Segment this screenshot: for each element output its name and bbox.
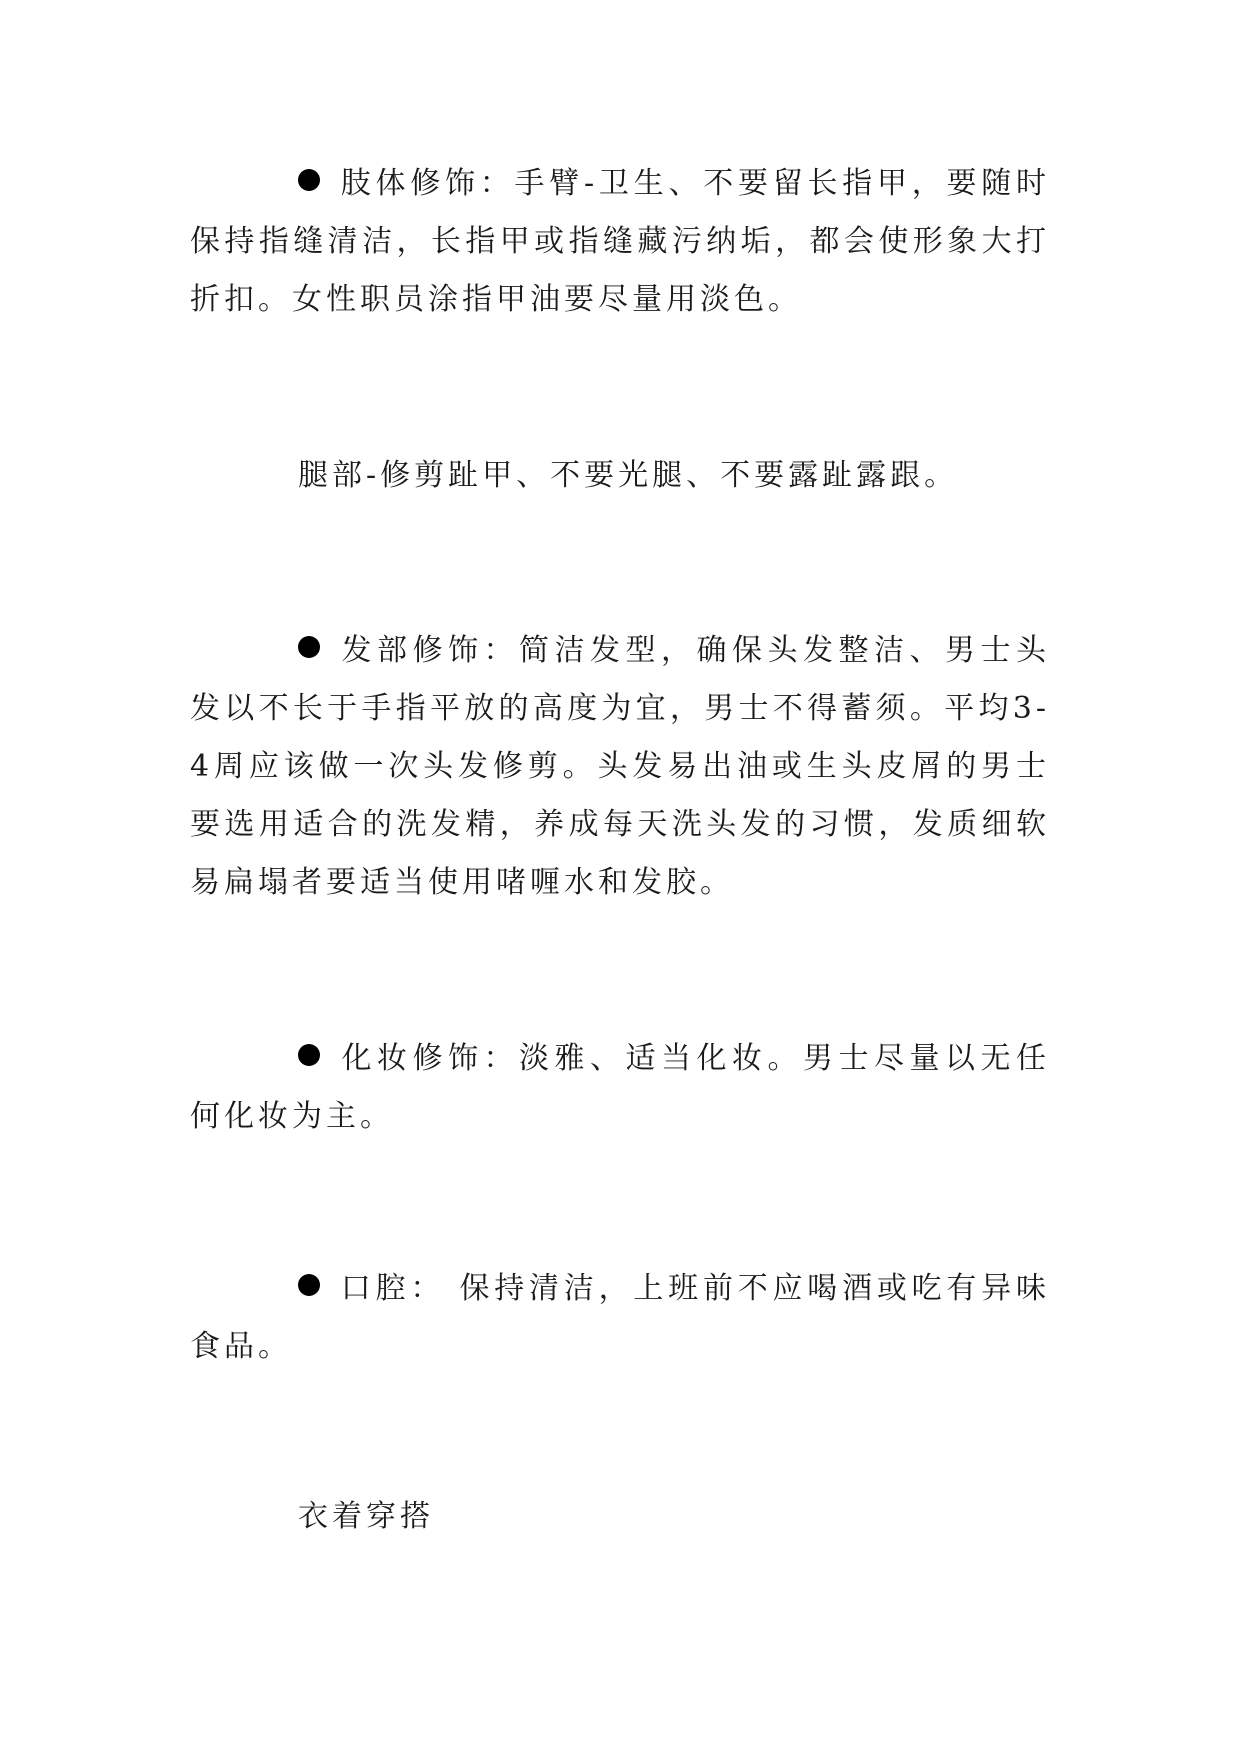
paragraph-text: 化妆修饰：淡雅、适当化妆。男士尽量以无任何化妆为主。	[190, 1041, 1050, 1134]
paragraph-hair-grooming	[190, 622, 1050, 912]
paragraph-text: 口腔： 保持清洁，上班前不应喝酒或吃有异味食品。	[190, 1271, 1050, 1364]
paragraph-limb-grooming	[190, 155, 1050, 329]
paragraph-text: 发部修饰：简洁发型，确保头发整洁、男士头发以不长于手指平放的高度为宜，男士不得蓄须。平均3-4周应该做一次头发修剪。头发易出油或生头皮屑的男士要选用适合的洗发精，养成每天洗头发的习惯，发质细软易扁塌者要适当使用啫喱水和发胶。	[190, 633, 1050, 900]
paragraph-text: 衣着穿搭	[298, 1499, 434, 1534]
paragraph-makeup	[190, 1030, 1050, 1146]
paragraph-text: 肢体修饰：手臂-卫生、不要留长指甲，要随时保持指缝清洁，长指甲或指缝藏污纳垢，都会使形象大打折扣。女性职员涂指甲油要尽量用淡色。	[190, 166, 1050, 317]
bullet-icon	[298, 1274, 320, 1296]
bullet-icon	[298, 169, 320, 191]
bullet-icon	[298, 636, 320, 658]
paragraph-text: 腿部-修剪趾甲、不要光腿、不要露趾露跟。	[298, 458, 959, 493]
section-heading-clothing	[190, 1488, 1050, 1546]
bullet-icon	[298, 1044, 320, 1066]
paragraph-leg-grooming	[190, 447, 1050, 505]
paragraph-oral	[190, 1260, 1050, 1376]
